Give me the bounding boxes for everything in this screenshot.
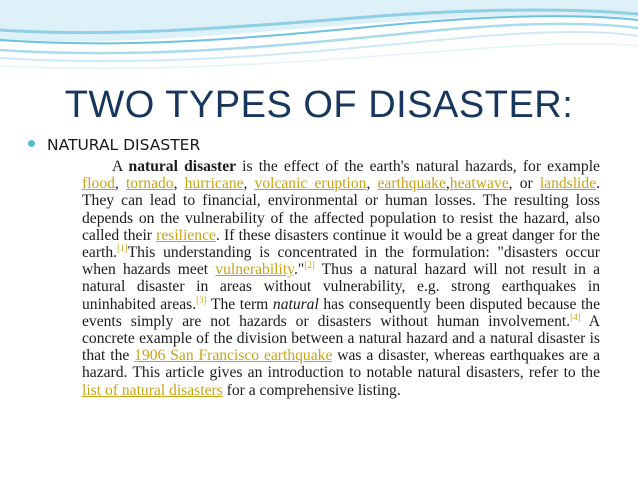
text-run: , — [243, 175, 255, 193]
text-run: was a disaster, whereas earthquakes are a hazard. This article gives an introduction to notable natural disasters, refer to the — [82, 347, 601, 382]
link-tornado[interactable]: tornado — [125, 175, 174, 193]
body-paragraph — [82, 158, 600, 399]
bullet-item — [28, 136, 200, 154]
bold-term: natural disaster — [128, 158, 237, 175]
link-vulnerability[interactable]: vulnerability — [215, 261, 294, 279]
citation-4[interactable]: [4] — [570, 311, 581, 322]
link-earthquake[interactable]: earthquake — [377, 175, 446, 193]
link-landslide[interactable]: landslide — [539, 175, 597, 193]
text-run: This understanding is concentrated in the formulation: "disasters occur when hazards meet — [82, 244, 600, 279]
link-flood[interactable]: flood — [82, 175, 115, 193]
text-run: is the effect of the earth's natural hazards, for example — [236, 158, 600, 175]
text-run: A concrete example of the division between a natural hazard and a natural disaster is that the — [82, 312, 600, 365]
citation-3[interactable]: [3] — [196, 294, 207, 305]
text-run: The term — [206, 295, 273, 313]
link-resilience[interactable]: resilience — [156, 226, 216, 244]
text-run: has consequently been disputed because the events simply are not hazards or disasters without human involvement. — [82, 295, 600, 330]
text-run: ." — [293, 261, 305, 279]
text-run: , — [173, 175, 185, 193]
text-run: , — [114, 175, 126, 193]
italic-term: natural — [272, 295, 319, 313]
text-run: . If these disasters continue it would be a great danger for the earth. — [82, 226, 600, 262]
slide-title: TWO TYPES OF DISASTER: — [64, 84, 574, 126]
link-volcanic-eruption[interactable]: volcanic eruption — [254, 175, 367, 193]
text-run: for a comprehensive listing. — [222, 381, 401, 399]
text-run: . They can lead to financial, environmental or human losses. The resulting loss depends on the vulnerability of the affected population to resist the hazard, also called their — [82, 175, 601, 244]
citation-2[interactable]: [2] — [304, 260, 315, 271]
bullet-label: NATURAL DISASTER — [47, 136, 201, 154]
text-run: , or — [508, 175, 540, 193]
decorative-wave-header — [0, 0, 638, 80]
link-heatwave[interactable]: heatwave — [449, 175, 509, 193]
link-list-of-natural-disasters[interactable]: list of natural disasters — [82, 381, 223, 399]
link-hurricane[interactable]: hurricane — [184, 175, 244, 193]
text-run: Thus a natural hazard will not result in a natural disaster in areas without vulnerability, e.g. strong earthquakes in uninhabited areas. — [82, 261, 600, 313]
text-run: A — [112, 158, 129, 175]
bullet-dot-icon — [28, 140, 35, 147]
text-run: , — [445, 175, 450, 193]
text-run: , — [366, 175, 378, 193]
citation-1[interactable]: [1] — [117, 242, 128, 253]
link-1906-san-francisco-earthquake[interactable]: 1906 San Francisco earthquake — [134, 347, 333, 365]
